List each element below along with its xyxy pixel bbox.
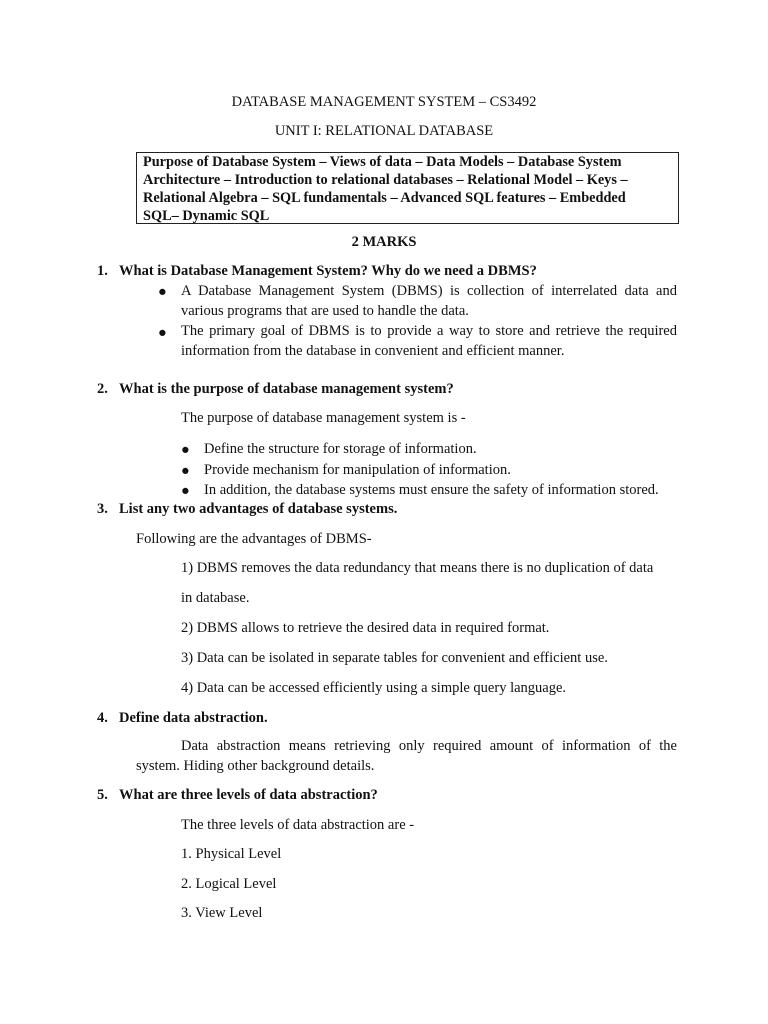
q1-bullet-2-line2: information from the database in convenient and efficient manner. xyxy=(181,343,565,359)
q3-item: 1) DBMS removes the data redundancy that means there is no duplication of data xyxy=(181,560,654,576)
question-number: 2. xyxy=(97,381,108,397)
question-number: 4. xyxy=(97,710,108,726)
q1-bullet-2-line1: The primary goal of DBMS is to provide a way to store and retrieve the required xyxy=(181,323,677,339)
syllabus-box xyxy=(136,152,679,224)
q3-item: in database. xyxy=(181,590,250,606)
syllabus-line: Relational Algebra – SQL fundamentals – Advanced SQL features – Embedded xyxy=(143,190,626,206)
question-number: 3. xyxy=(97,501,108,517)
q4-answer-line2: system. Hiding other background details. xyxy=(136,758,375,774)
bullet-icon: ● xyxy=(158,325,167,341)
q3-intro: Following are the advantages of DBMS- xyxy=(136,531,372,547)
q5-level: 2. Logical Level xyxy=(181,876,277,892)
section-heading: 2 MARKS xyxy=(351,234,417,250)
bullet-icon: ● xyxy=(181,463,190,479)
syllabus-line: Purpose of Database System – Views of data – Data Models – Database System xyxy=(143,154,622,170)
q3-item: 4) Data can be accessed efficiently using a simple query language. xyxy=(181,680,567,696)
q2-bullet: Provide mechanism for manipulation of information. xyxy=(204,462,511,478)
q5-intro: The three levels of data abstraction are - xyxy=(181,817,415,833)
document-title: DATABASE MANAGEMENT SYSTEM – CS3492 xyxy=(231,94,537,110)
syllabus-line: SQL– Dynamic SQL xyxy=(143,208,270,224)
question-text: Define data abstraction. xyxy=(119,710,268,726)
q2-intro: The purpose of database management system is - xyxy=(181,410,466,426)
question-number: 1. xyxy=(97,263,108,279)
q1-bullet-1-line2: various programs that are used to handle the data. xyxy=(181,303,469,319)
q1-bullet-1-line1: A Database Management System (DBMS) is collection of interrelated data and xyxy=(181,283,677,299)
bullet-icon: ● xyxy=(158,284,167,300)
question-text: What is the purpose of database management system? xyxy=(119,381,454,397)
question-number: 5. xyxy=(97,787,108,803)
bullet-icon: ● xyxy=(181,442,190,458)
q3-item: 2) DBMS allows to retrieve the desired data in required format. xyxy=(181,620,550,636)
q2-bullet: In addition, the database systems must ensure the safety of information stored. xyxy=(204,482,659,498)
unit-title: UNIT I: RELATIONAL DATABASE xyxy=(274,123,494,139)
syllabus-line: Architecture – Introduction to relational databases – Relational Model – Keys – xyxy=(143,172,628,188)
q2-bullet: Define the structure for storage of information. xyxy=(204,441,477,457)
q3-item: 3) Data can be isolated in separate tables for convenient and efficient use. xyxy=(181,650,608,666)
question-text: What are three levels of data abstraction? xyxy=(119,787,378,803)
q4-answer-line1: Data abstraction means retrieving only required amount of information of the xyxy=(181,738,677,754)
bullet-icon: ● xyxy=(181,483,190,499)
q5-level: 1. Physical Level xyxy=(181,846,282,862)
q5-level: 3. View Level xyxy=(181,905,263,921)
question-text: What is Database Management System? Why do we need a DBMS? xyxy=(119,263,537,279)
question-text: List any two advantages of database systems. xyxy=(119,501,398,517)
